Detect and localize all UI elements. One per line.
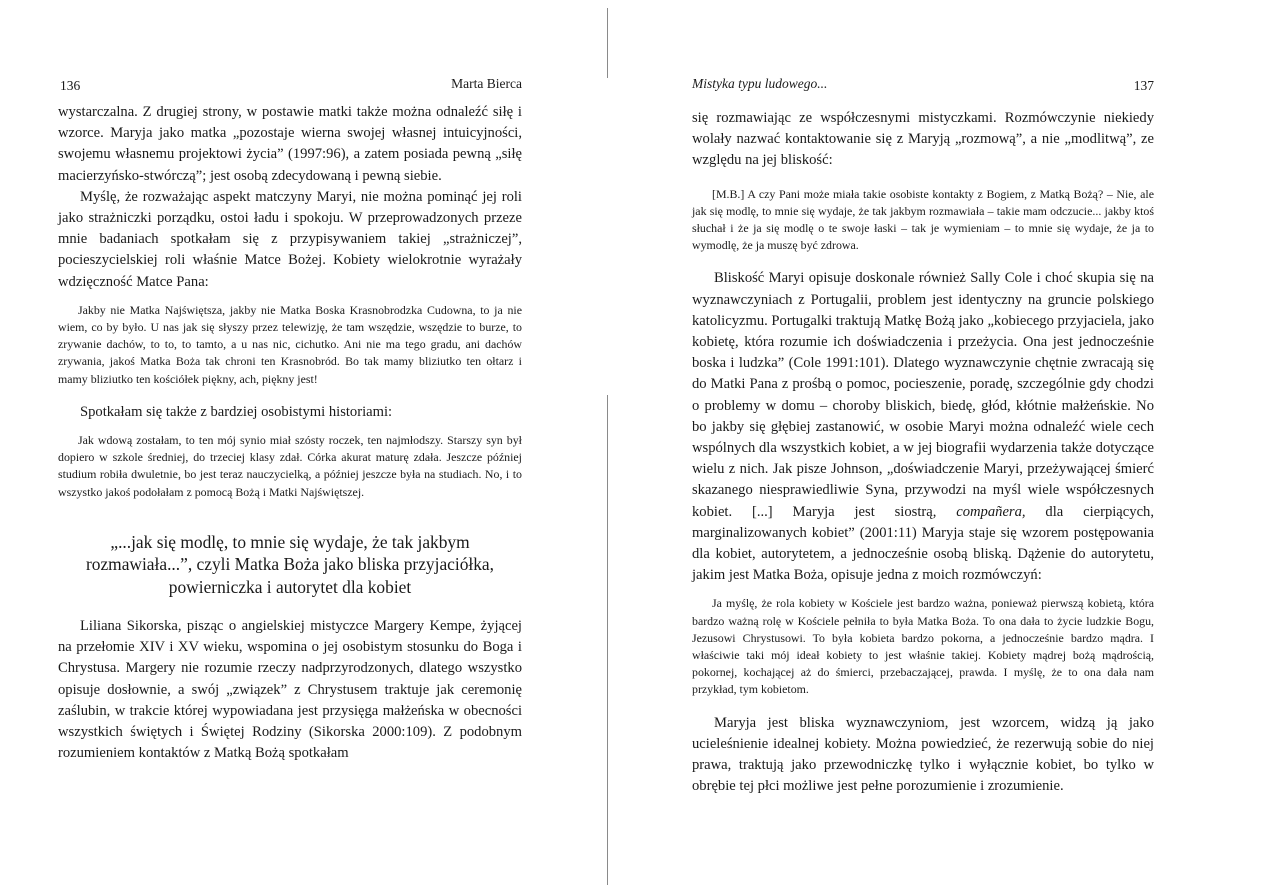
- left-paragraph-4: Liliana Sikorska, pisząc o angielskiej mistyczce Margery Kempe, żyjącej na przełomie XIV i XV wieku, wspomina o jej osobistym stosunku do Boga i Chrystusa. Margery nie rozumie rzeczy nadprzyrodzonych, dlatego wszystko opisuje dosłownie, a swój „związek” z Chrystusem traktuje jak ceremonię zaślubin, w trakcie której wypowiadana jest przysięga małżeńska w obecności wszystkich świętych i Świętej Rodziny (Sikorska 2000:109). Z podobnym rozumieniem kontaktów z Matką Bożą spotkałam: [58, 618, 522, 762]
- right-paragraph-2-end: dla cierpiących, marginalizowanych kobiet” (2001:11) Maryja staje się wzorem postępowania dla kobiet, autorytetem, a jednocześnie osobą bliską. Dążenie do autorytetu, jakim jest Matka Boża, opisuje jedna z moich rozmówczyń:: [692, 503, 1154, 584]
- section-heading-line-3: powierniczka i autorytet dla kobiet: [168, 576, 412, 597]
- left-page-number: 136: [60, 78, 81, 93]
- right-running-title: Mistyka typu ludowego...: [692, 76, 828, 91]
- left-paragraph-1: wystarczalna. Z drugiej strony, w postawie matki także można odnaleźć siłę i wzorce. Maryja jako matka „pozostaje wierna swojej własnej intuicyjności, swojemu własnemu projektowi życia” (1997:96), a zatem posiada pewną „siłę macierzyńsko-stwórczą”; jest osobą zdecydowaną i pewną siebie.: [58, 104, 522, 184]
- book-gutter-top: [607, 8, 608, 78]
- book-gutter-bottom: [607, 395, 608, 885]
- left-page-content: [58, 102, 522, 765]
- left-running-header: [58, 76, 522, 96]
- section-heading: [58, 531, 522, 598]
- right-paragraph-2: [692, 268, 1154, 586]
- right-page-content: [692, 108, 1154, 798]
- right-page-number: 137: [1133, 78, 1154, 93]
- right-paragraph-1: się rozmawiając ze współczesnymi mistyczkami. Rozmówczynie niekiedy wolały nazwać kontaktowanie się z Maryją „rozmową”, a nie „modlitwą”, ze względu na jej bliskość:: [692, 110, 1154, 169]
- left-quote-1: Jakby nie Matka Najświętsza, jakby nie Matka Boska Krasnobrodzka Cudowna, to ja nie wiem, co by było. U nas jak się słyszy przez telewizję, że tam wszędzie, wszędzie to burze, to zrywanie dachów, to to, to tamto, a u nas nic, cichutko. Ani nie ma tego gradu, ani dachów zrywania, jakoś Matka Boża tak chroni ten Krasnobród. Bo tak mamy bliziutko ten ołtarz i mamy bliziutko ten kościółek piękny, ach, piękny jest!: [58, 302, 522, 386]
- left-paragraph-2: Myślę, że rozważając aspekt matczyny Maryi, nie można pominąć jej roli jako strażniczki porządku, ostoi ładu i spokoju. W przeprowadzonych przeze mnie badaniach spotkałam się z przypisywaniem takiej „strażniczej”, pocieszycielskiej roli właśnie Matce Bożej. Kobiety wielokrotnie wyrażały wdzięczność Matce Pana:: [58, 188, 522, 290]
- section-heading-line-2: rozmawiała...”, czyli Matka Boża jako bliska przyjaciółka,: [85, 554, 495, 575]
- right-running-header: [692, 76, 1154, 96]
- left-paragraph-3: Spotkałam się także z bardziej osobistymi historiami:: [80, 403, 393, 420]
- section-heading-line-1: „...jak się modlę, to mnie się wydaje, że tak jakbym: [110, 531, 470, 552]
- left-quote-2: Jak wdową zostałam, to ten mój synio miał szósty roczek, ten najmłodszy. Starszy syn był dopiero w szkole średniej, do trzeciej klasy zdał. Córka akurat maturę zdała. Jeszcze później studium robiła dwuletnie, bo jest teraz nauczycielką, a później jeszcze była na studiach. No, i to wszystko jakoś podołałam z pomocą Bożą i Matki Najświętszej.: [58, 433, 522, 499]
- left-running-title: Marta Bierca: [451, 76, 522, 91]
- right-quote-1: [M.B.] A czy Pani może miała takie osobiste kontakty z Bogiem, z Matką Bożą? – Nie, ale jak się modlę, to mnie się wydaje, że tak jakbym rozmawiała – takie mam odczucie... jakby ktoś słuchał i że ja się modlę o te swoje łaski – tak je wymieniam – to mnie się wydaje, że ja to wymodlę, że ja muszę być zdrowa.: [692, 186, 1154, 253]
- right-paragraph-2-italic: compañera,: [956, 503, 1026, 520]
- right-paragraph-2-start: Bliskość Maryi opisuje doskonale również Sally Cole i choć skupia się na wyznawczyniach z Portugalii, problem jest identyczny na gruncie polskiego katolicyzmu. Portugalki traktują Matkę Bożą jako „kobiecego przyjaciela, jako kobietę, która rozumie ich doświadczenia i przeżycia. Ona jest jednocześnie boska i ludzka” (Cole 1991:101). Dlatego wyznawczynie chętnie zwracają się do Matki Pana z prośbą o pomoc, pocieszenie, poradę, szczególnie gdy chodzi o problemy w domu – choroby bliskich, biedę, głód, kłótnie małżeńskie. No bo jakby się głębiej zastanowić, w osobie Maryi można odnaleźć wiele cech wspólnych dla wszystkich kobiet, a w jej biografii wydarzenia także dotyczące wielu z nich. Jak pisze Johnson, „doświadczenie Maryi, przeżywającej śmierć skazanego niesprawiedliwie Syna, przywodzi na myśl wiele współczesnych kobiet. [...] Maryja jest siostrą,: [692, 270, 1154, 520]
- right-paragraph-3: Maryja jest bliska wyznawczyniom, jest wzorcem, widzą ją jako ucieleśnienie idealnej kobiety. Można powiedzieć, że rezerwują sobie do niej prawa, traktują jako przewodniczkę tylko i wyłącznie kobiet, bo tylko w obrębie tej płci możliwe jest pełne porozumienie i zrozumienie.: [692, 714, 1154, 795]
- right-quote-2: Ja myślę, że rola kobiety w Kościele jest bardzo ważna, ponieważ pierwszą kobietą, która bardzo ważną rolę w Kościele pełniła to była Matka Boża. To ona dała to życie ludzkie Bogu, Jezusowi Chrystusowi. To była kobieta bardzo pokorna, a jednocześnie bardzo mądra. I właściwie taki mój ideał kobiety to jest właśnie takiej. Kobiety mądrej bożą mądrością, pokornej, kochającej aż do śmierci, przebaczającej, prawda. I myślę, że to ona dała nam przykład, tym kobietom.: [692, 596, 1154, 697]
